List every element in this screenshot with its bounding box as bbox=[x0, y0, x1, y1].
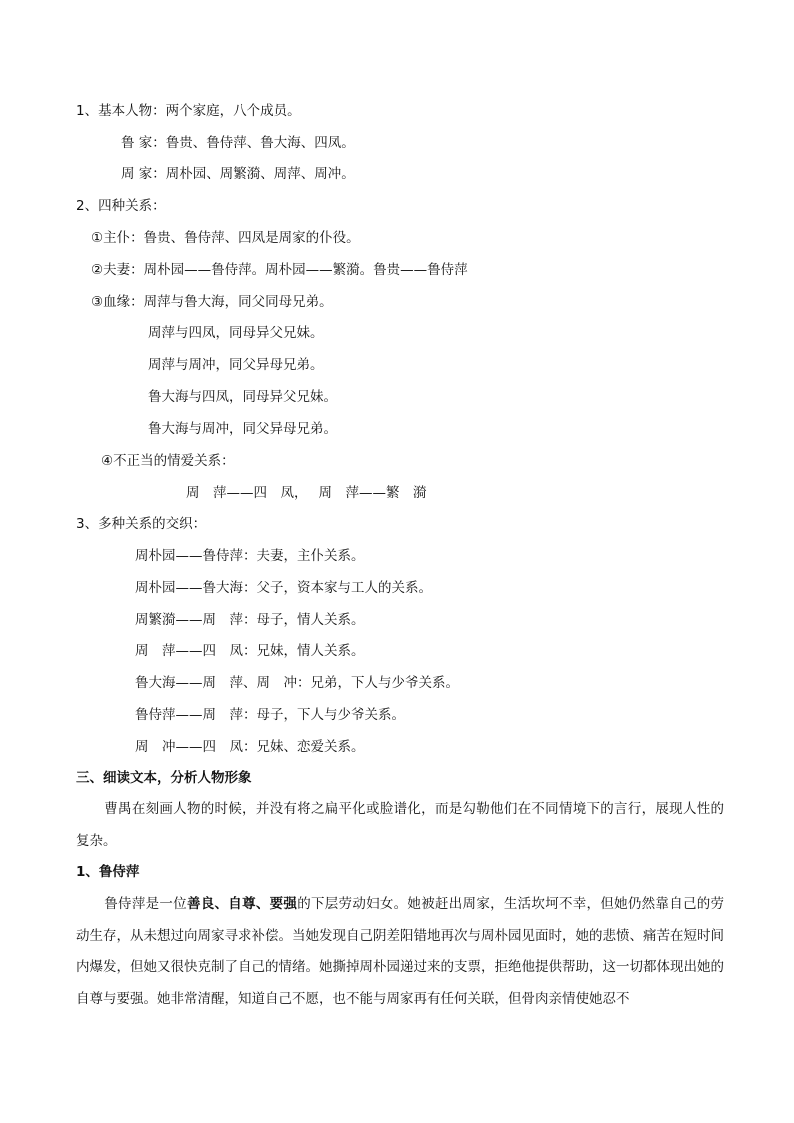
relation-item: ①主仆：鲁贵、鲁侍萍、四凤是周家的仆役。 bbox=[91, 230, 360, 246]
blood-item: 周萍与四凤，同母异父兄妹。 bbox=[148, 325, 324, 341]
lu-family-line: 鲁 家：鲁贵、鲁侍萍、鲁大海、四凤。 bbox=[121, 135, 355, 151]
part3-intro-text: 曹禺在刻画人物的时候，并没有将之扁平化或脸谱化，而是勾勒他们在不同情境下的言行，展现人性的复杂。 bbox=[76, 801, 724, 849]
interweave-item: 鲁侍萍——周 萍：母子，下人与少爷关系。 bbox=[135, 707, 405, 723]
sec3-heading: 3、多种关系的交织： bbox=[76, 516, 207, 532]
keyword-sep: 、 bbox=[214, 896, 229, 912]
lushiping-text-rest: 的下层劳动妇女。她被赶出周家，生活坎坷不幸，但她仍然靠自己的劳动生存，从未想过向周家寻求补偿。当她发现自己阴差阳错地再次与周朴园见面时，她的悲愤、痛苦在短时间内爆发，但她又很快克制了自己的情绪。她撕掉周朴园递过来的支票，拒绝他提供帮助，这一切都体现出她的自尊与要强。她非常清醒，知道自己不愿，也不能与周家再有任何关联，但骨肉亲情使她忍不 bbox=[76, 896, 725, 1007]
part3-intro-paragraph bbox=[76, 794, 724, 857]
lushiping-text-start: 鲁侍萍是一位 bbox=[104, 896, 187, 912]
relation-item: ②夫妻：周朴园——鲁侍萍。周朴园——繁漪。鲁贵——鲁侍萍 bbox=[91, 262, 468, 278]
improper-heading: ④不正当的情爱关系： bbox=[101, 453, 235, 469]
lushiping-heading: 1、鲁侍萍 bbox=[76, 864, 140, 880]
keyword-sep: 、 bbox=[255, 896, 270, 912]
blood-item: 周萍与周冲，同父异母兄弟。 bbox=[148, 357, 324, 373]
part3-heading: 三、细读文本，分析人物形象 bbox=[76, 770, 252, 786]
blood-item: 鲁大海与四凤，同母异父兄妹。 bbox=[148, 389, 337, 405]
interweave-item: 周 冲——四 凤：兄妹、恋爱关系。 bbox=[135, 739, 365, 755]
interweave-item: 周朴园——鲁大海：父子，资本家与工人的关系。 bbox=[135, 580, 432, 596]
relation-item: ③血缘：周萍与鲁大海，同父同母兄弟。 bbox=[91, 294, 333, 310]
interweave-item: 周繁漪——周 萍：母子，情人关系。 bbox=[135, 612, 365, 628]
sec2-heading: 2、四种关系： bbox=[76, 198, 166, 214]
zhou-family-line: 周 家：周朴园、周繁漪、周萍、周冲。 bbox=[121, 166, 355, 182]
lushiping-paragraph bbox=[76, 889, 724, 1015]
sec1-heading: 1、基本人物：两个家庭，八个成员。 bbox=[76, 103, 301, 119]
interweave-item: 周朴园——鲁侍萍：夫妻，主仆关系。 bbox=[135, 548, 365, 564]
keyword-strong: 要强 bbox=[269, 896, 298, 912]
interweave-item: 鲁大海——周 萍、周 冲：兄弟，下人与少爷关系。 bbox=[135, 675, 459, 691]
keyword-selfrespect: 自尊 bbox=[228, 896, 256, 912]
blood-item: 鲁大海与周冲，同父异母兄弟。 bbox=[148, 421, 337, 437]
improper-pairs: 周 萍——四 凤， 周 萍——繁 漪 bbox=[186, 485, 427, 501]
keyword-kind: 善良 bbox=[186, 896, 215, 912]
interweave-item: 周 萍——四 凤：兄妹，情人关系。 bbox=[135, 643, 365, 659]
